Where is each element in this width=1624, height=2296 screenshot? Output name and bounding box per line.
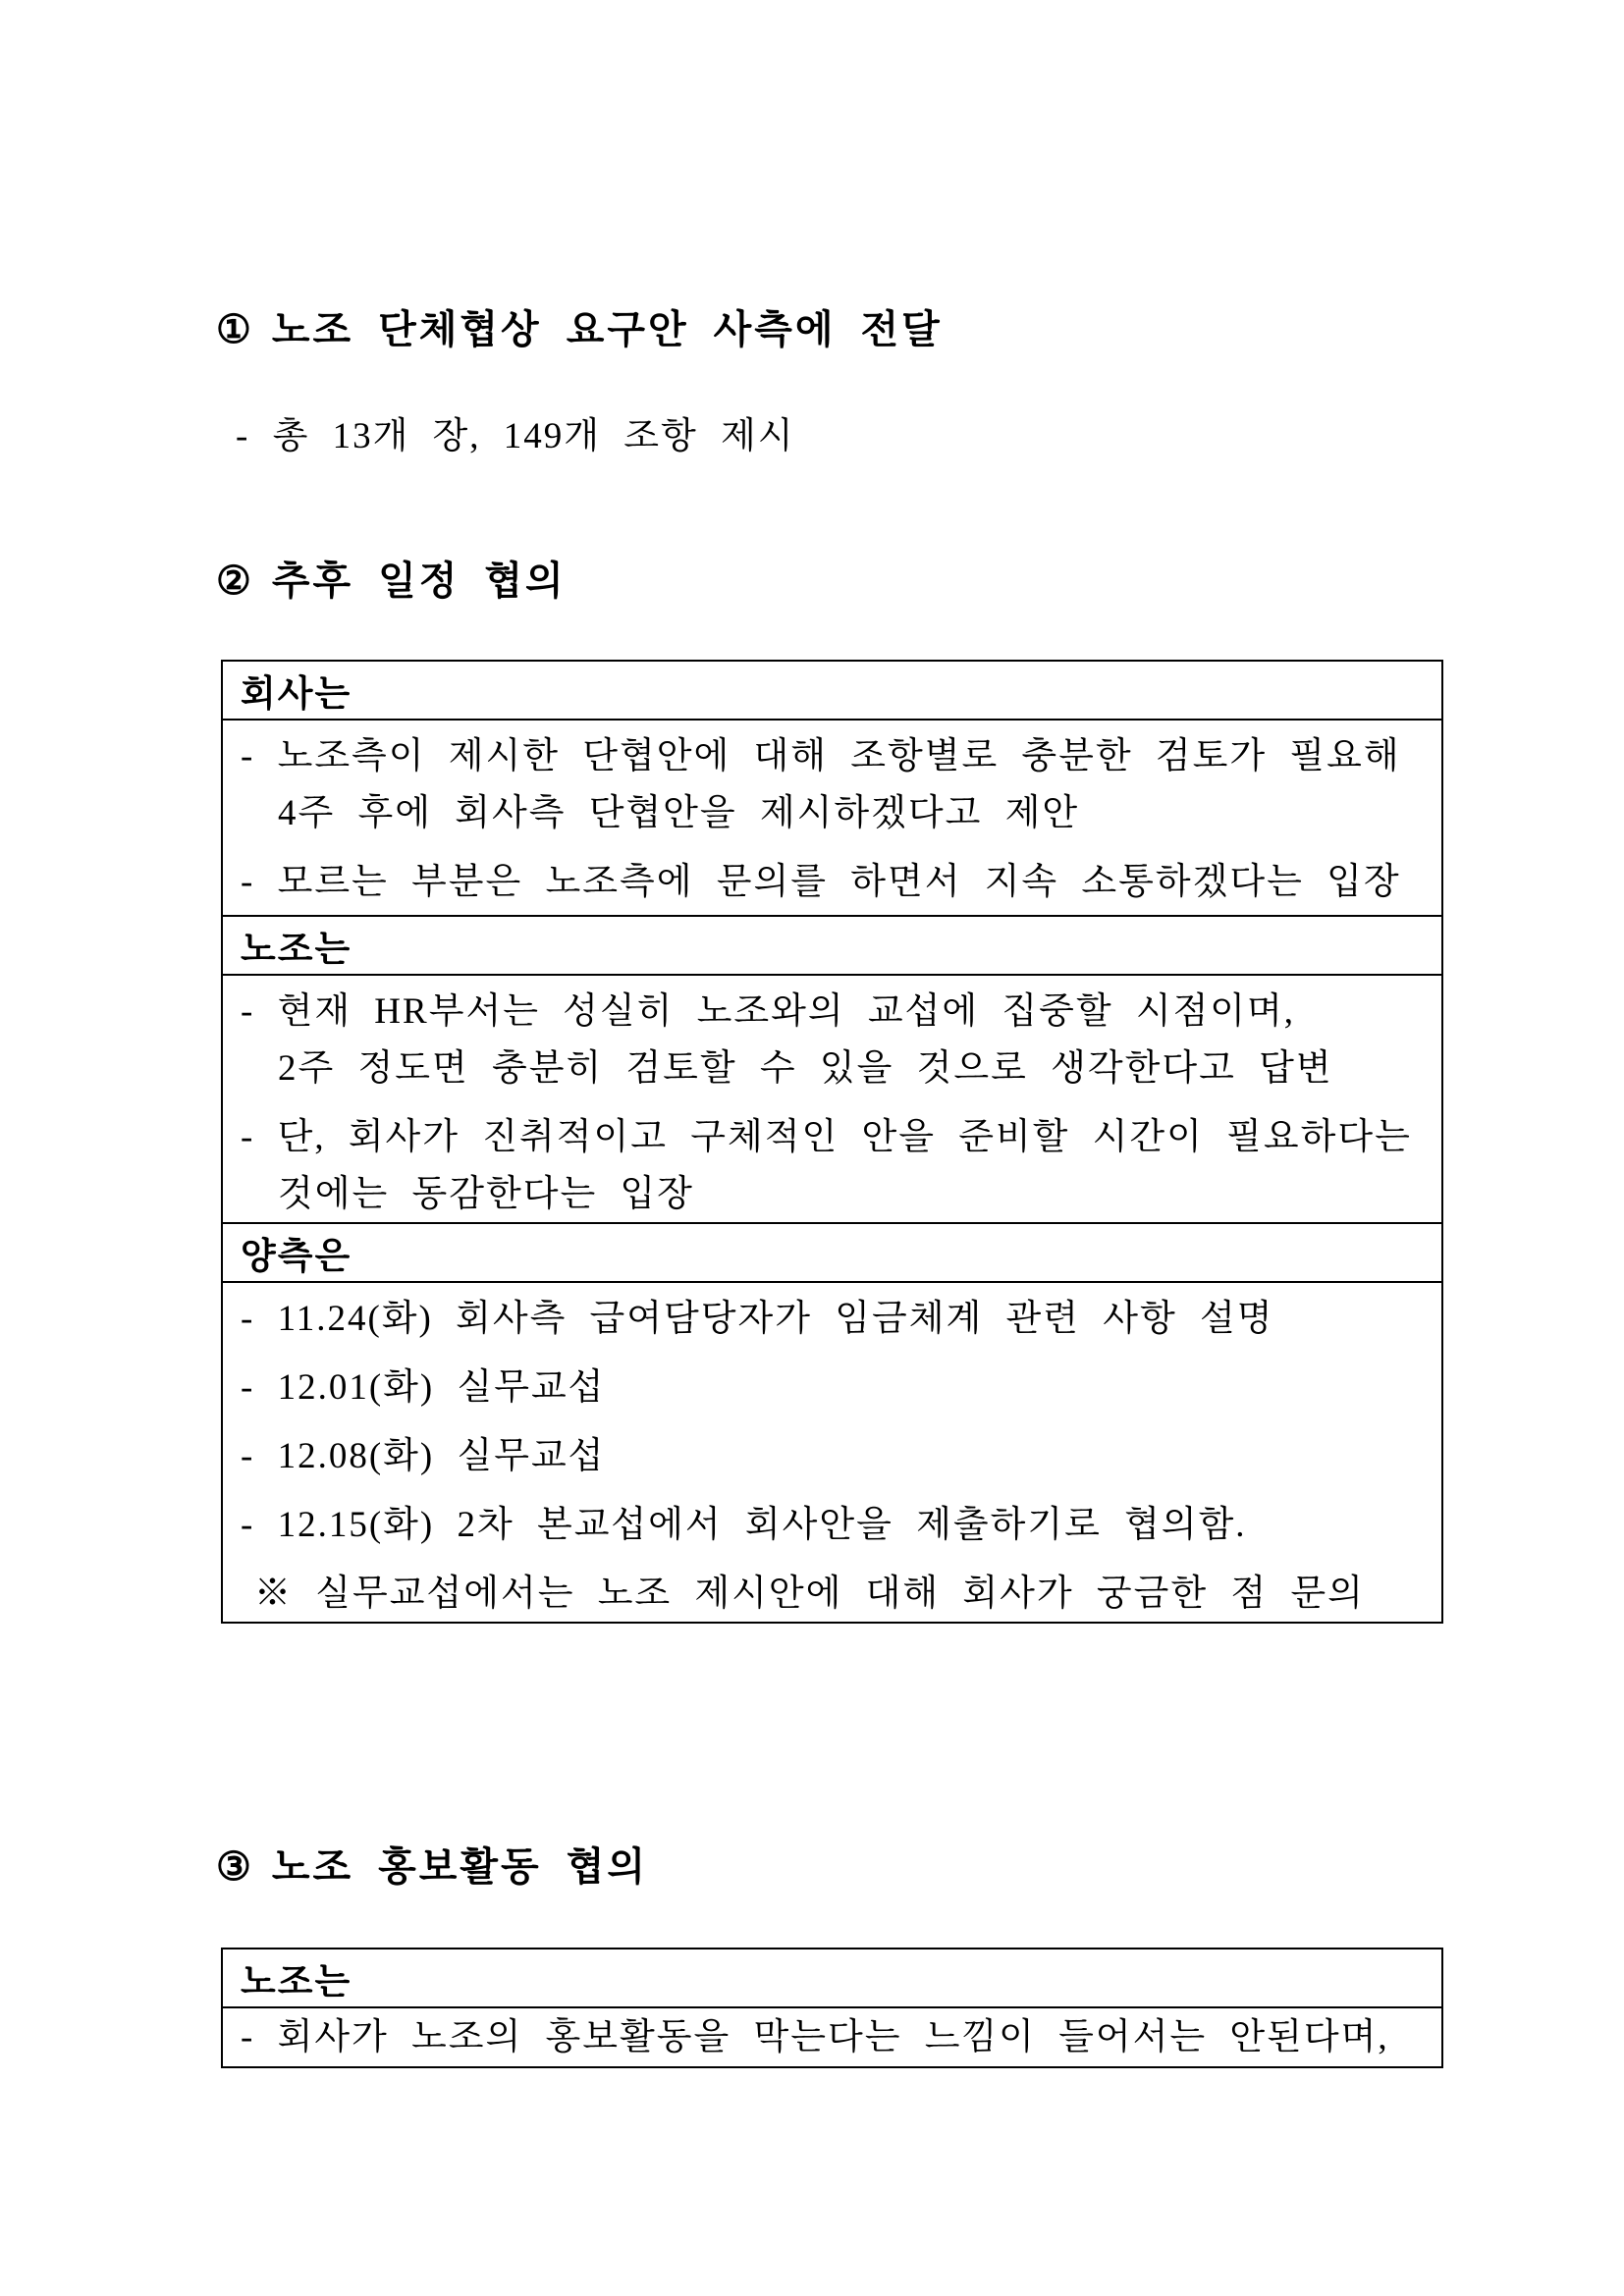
row-header-label: 노조는	[241, 1962, 352, 2002]
text-line: - 12.01(화) 실무교섭	[241, 1367, 606, 1408]
section-1-number: ①	[216, 307, 254, 351]
schedule-table	[221, 660, 1443, 1624]
text-line: - 12.15(화) 2차 본교섭에서 회사안을 제출하기로 협의함.	[241, 1505, 1247, 1545]
paragraph	[241, 1291, 1424, 1348]
text-line: - 회사가 노조의 홍보활동을 막는다는 느낌이 들어서는 안된다며,	[241, 2016, 1389, 2057]
text-line: - 11.24(화) 회사측 급여담당자가 임금체계 관련 사항 설명	[241, 1299, 1274, 1339]
text-line: - 모르는 부분은 노조측에 문의를 하면서 지속 소통하겠다는 입장	[241, 862, 1401, 902]
table-row-header-union-2	[223, 1949, 1441, 2008]
text-line: - 단, 회사가 진취적이고 구체적인 안을 준비할 시간이 필요하다는	[241, 1117, 1412, 1157]
table-row-body-both	[223, 1283, 1441, 1622]
paragraph	[241, 1566, 1424, 1622]
row-header-label: 노조는	[241, 930, 352, 970]
table-row-header-company	[223, 662, 1441, 721]
section-2-number: ②	[216, 559, 254, 603]
section-1-title: 노조 단체협상 요구안 사측에 전달	[271, 307, 943, 351]
section-2-title: 추후 일정 협의	[271, 559, 567, 603]
paragraph	[241, 728, 1424, 842]
text-line: - 노조측이 제시한 단협안에 대해 조항별로 충분한 검토가 필요해	[241, 736, 1401, 776]
text-line: 4주 후에 회사측 단협안을 제시하겠다고 제안	[278, 793, 1080, 833]
text-line: 것에는 동감한다는 입장	[278, 1174, 694, 1214]
paragraph	[241, 1428, 1424, 1485]
table-row-header-union	[223, 917, 1441, 976]
section-1-heading	[216, 304, 943, 355]
paragraph	[241, 854, 1424, 911]
section-3-number: ③	[216, 1844, 254, 1889]
row-header-label: 양측은	[241, 1237, 352, 1277]
table-row-body-company	[223, 721, 1441, 917]
table-row-header-both	[223, 1224, 1441, 1283]
row-header-label: 회사는	[241, 674, 352, 715]
text-line-note: ※ 실무교섭에서는 노조 제시안에 대해 회사가 궁금한 점 문의	[254, 1574, 1365, 1614]
section-2-heading	[216, 556, 567, 607]
text-line: 2주 정도면 충분히 검토할 수 있을 것으로 생각한다고 답변	[278, 1048, 1333, 1089]
paragraph	[241, 1360, 1424, 1416]
section-1-bullet: - 총 13개 장, 149개 조항 제시	[236, 416, 795, 456]
section-3-heading	[216, 1842, 648, 1893]
paragraph	[241, 1497, 1424, 1554]
paragraph	[241, 1109, 1424, 1223]
text-line: - 12.08(화) 실무교섭	[241, 1436, 606, 1476]
text-line: - 현재 HR부서는 성실히 노조와의 교섭에 집중할 시점이며,	[241, 991, 1296, 1032]
table-row-body-union	[223, 976, 1441, 1224]
paragraph	[241, 984, 1424, 1097]
section-3-title: 노조 홍보활동 협의	[271, 1844, 648, 1889]
table-row-body-union-2	[223, 2008, 1441, 2066]
publicity-table	[221, 1948, 1443, 2068]
